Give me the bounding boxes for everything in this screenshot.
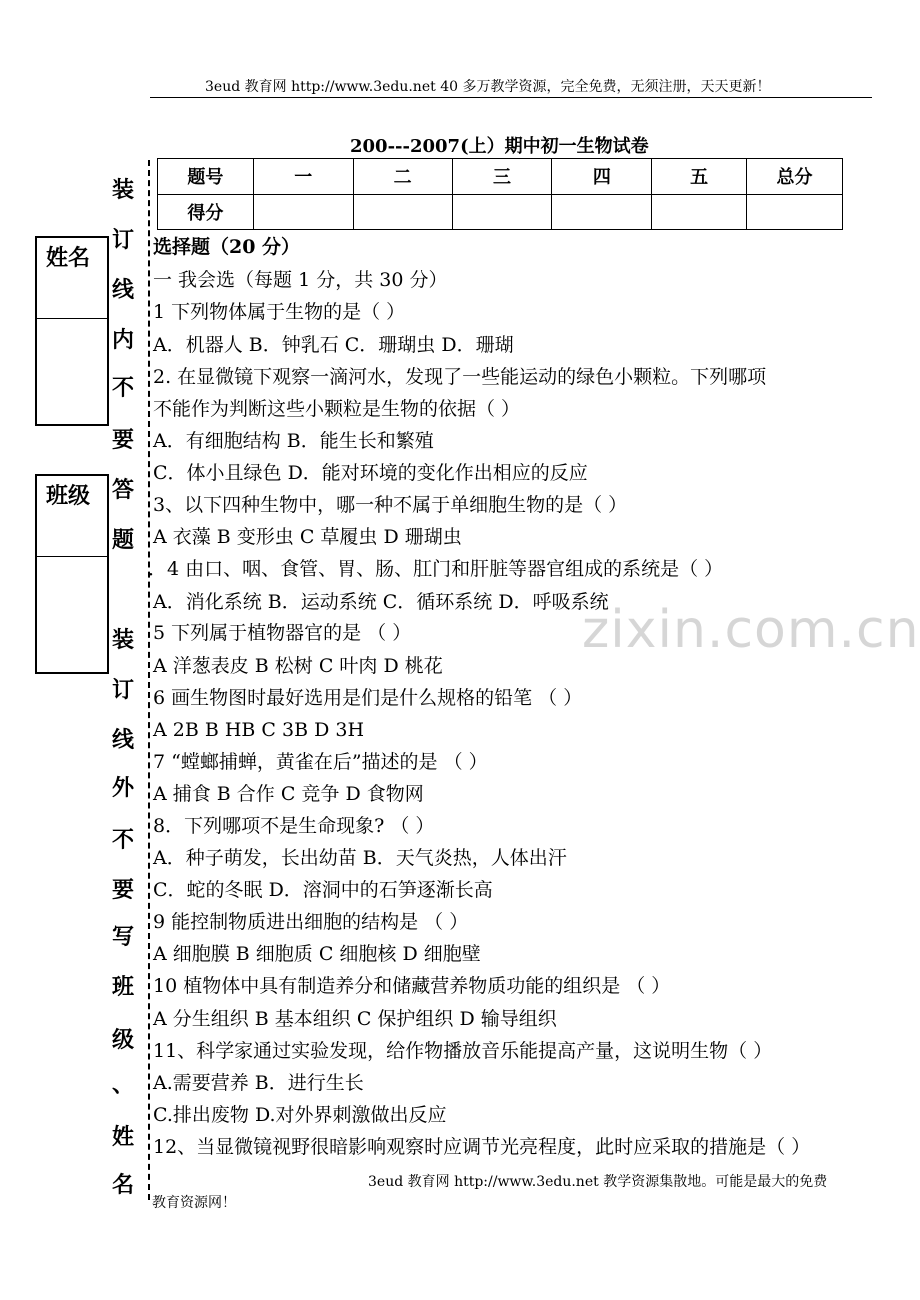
binding-char: 要 bbox=[111, 427, 134, 453]
class-label: 班级 bbox=[45, 483, 90, 509]
binding-char: 订 bbox=[111, 227, 134, 253]
binding-char: 线 bbox=[111, 727, 134, 753]
footer-line-2: 教育资源网！ bbox=[152, 1195, 236, 1211]
option-line: A.需要营养 B．进行生长 bbox=[153, 1072, 364, 1094]
score-table-score-row bbox=[158, 194, 843, 230]
option-line: A．有细胞结构 B．能生长和繁殖 bbox=[153, 430, 434, 452]
score-input-cell[interactable] bbox=[253, 194, 353, 230]
score-input-cell[interactable] bbox=[747, 194, 843, 230]
binding-char: 装 bbox=[111, 177, 134, 203]
binding-char: 姓 bbox=[111, 1124, 134, 1150]
score-table bbox=[157, 158, 843, 230]
score-cell: 一 bbox=[253, 159, 353, 195]
name-field[interactable] bbox=[37, 320, 107, 422]
class-box bbox=[35, 474, 109, 674]
class-field[interactable] bbox=[37, 558, 107, 670]
question-line: ．4 由口、咽、食管、胃、肠、肛门和肝脏等器官组成的系统是（ ） bbox=[148, 558, 724, 580]
name-box bbox=[35, 236, 109, 426]
binding-char: 级 bbox=[111, 1027, 134, 1053]
question-line: 9 能控制物质进出细胞的结构是 （ ） bbox=[153, 911, 469, 933]
option-line: A．机器人 B．钟乳石 C．珊瑚虫 D．珊瑚 bbox=[153, 334, 514, 356]
score-input-cell[interactable] bbox=[452, 194, 552, 230]
name-label: 姓名 bbox=[45, 245, 90, 271]
option-line: C．体小且绿色 D．能对环境的变化作出相应的反应 bbox=[153, 462, 588, 484]
section-subheading: 一 我会选（每题 1 分，共 30 分） bbox=[153, 269, 448, 291]
binding-char: 装 bbox=[111, 627, 134, 653]
binding-char: 订 bbox=[111, 677, 134, 703]
option-line: C.排出废物 D.对外界刺激做出反应 bbox=[153, 1104, 447, 1126]
question-line: 10 植物体中具有制造养分和储藏营养物质功能的组织是 （ ） bbox=[153, 975, 671, 997]
question-line: 8．下列哪项不是生命现象? （ ） bbox=[153, 815, 435, 837]
option-line: A 捕食 B 合作 C 竞争 D 食物网 bbox=[153, 783, 424, 805]
binding-char: 要 bbox=[111, 877, 134, 903]
option-line: A 2B B HB C 3B D 3H bbox=[153, 719, 365, 741]
header-site-text: 3eud 教育网 http://www.3edu.net 40 多万教学资源，完全免费，无须注册，天天更新！ bbox=[205, 79, 771, 95]
watermark: zixin.com.cn bbox=[582, 600, 920, 660]
score-input-cell[interactable] bbox=[652, 194, 747, 230]
binding-dashed-line bbox=[148, 160, 150, 1200]
binding-char: 外 bbox=[111, 775, 134, 801]
binding-char: 写 bbox=[111, 924, 134, 950]
option-line: A 细胞膜 B 细胞质 C 细胞核 D 细胞壁 bbox=[153, 943, 481, 965]
name-box-divider bbox=[37, 318, 107, 319]
score-cell: 得分 bbox=[158, 194, 254, 230]
question-line: 3、以下四种生物中，哪一种不属于单细胞生物的是（ ） bbox=[153, 494, 628, 516]
option-line: A 衣藻 B 变形虫 C 草履虫 D 珊瑚虫 bbox=[153, 526, 462, 548]
option-line: C．蛇的冬眠 D．溶洞中的石笋逐渐长高 bbox=[153, 879, 493, 901]
question-line: 11、科学家通过实验发现，给作物播放音乐能提高产量，这说明生物（ ） bbox=[153, 1040, 773, 1062]
section-heading: 选择题（20 分） bbox=[153, 236, 301, 258]
binding-char: 班 bbox=[111, 974, 134, 1000]
binding-char: 线 bbox=[111, 277, 134, 303]
option-line: A．种子萌发，长出幼苗 B．天气炎热，人体出汗 bbox=[153, 847, 567, 869]
score-input-cell[interactable] bbox=[353, 194, 452, 230]
score-cell: 三 bbox=[452, 159, 552, 195]
option-line: A．消化系统 B．运动系统 C．循环系统 D．呼吸系统 bbox=[153, 591, 609, 613]
footer-line-1: 3eud 教育网 http://www.3edu.net 教学资源集散地。可能是最大的免费 bbox=[368, 1174, 828, 1190]
score-cell: 四 bbox=[552, 159, 652, 195]
question-line: 不能作为判断这些小颗粒是生物的依据（ ） bbox=[153, 398, 521, 420]
question-line: 2. 在显微镜下观察一滴河水，发现了一些能运动的绿色小颗粒。下列哪项 bbox=[153, 366, 767, 388]
score-cell: 总分 bbox=[747, 159, 843, 195]
header-divider bbox=[150, 97, 872, 98]
class-box-divider bbox=[37, 556, 107, 557]
question-line: 1 下列物体属于生物的是（ ） bbox=[153, 301, 406, 323]
question-line: 7 “螳螂捕蝉，黄雀在后”描述的是 （ ） bbox=[153, 751, 488, 773]
binding-char: 题 bbox=[111, 527, 134, 553]
option-line: A 洋葱表皮 B 松树 C 叶肉 D 桃花 bbox=[153, 655, 443, 677]
option-line: A 分生组织 B 基本组织 C 保护组织 D 输导组织 bbox=[153, 1008, 557, 1030]
score-cell: 题号 bbox=[158, 159, 254, 195]
question-line: 5 下列属于植物器官的是 （ ） bbox=[153, 622, 412, 644]
binding-char: 、 bbox=[111, 1072, 134, 1098]
score-cell: 五 bbox=[652, 159, 747, 195]
binding-char: 不 bbox=[111, 827, 134, 853]
score-table-header-row bbox=[158, 159, 843, 195]
binding-char: 名 bbox=[111, 1172, 134, 1198]
question-line: 6 画生物图时最好选用是们是什么规格的铅笔 （ ） bbox=[153, 687, 583, 709]
score-input-cell[interactable] bbox=[552, 194, 652, 230]
binding-char: 不 bbox=[111, 375, 134, 401]
score-cell: 二 bbox=[353, 159, 452, 195]
binding-char: 内 bbox=[111, 327, 134, 353]
exam-title: 200---2007(上）期中初一生物试卷 bbox=[350, 136, 649, 157]
binding-char: 答 bbox=[111, 477, 134, 503]
question-line: 12、当显微镜视野很暗影响观察时应调节光亮程度，此时应采取的措施是（ ） bbox=[153, 1136, 811, 1158]
